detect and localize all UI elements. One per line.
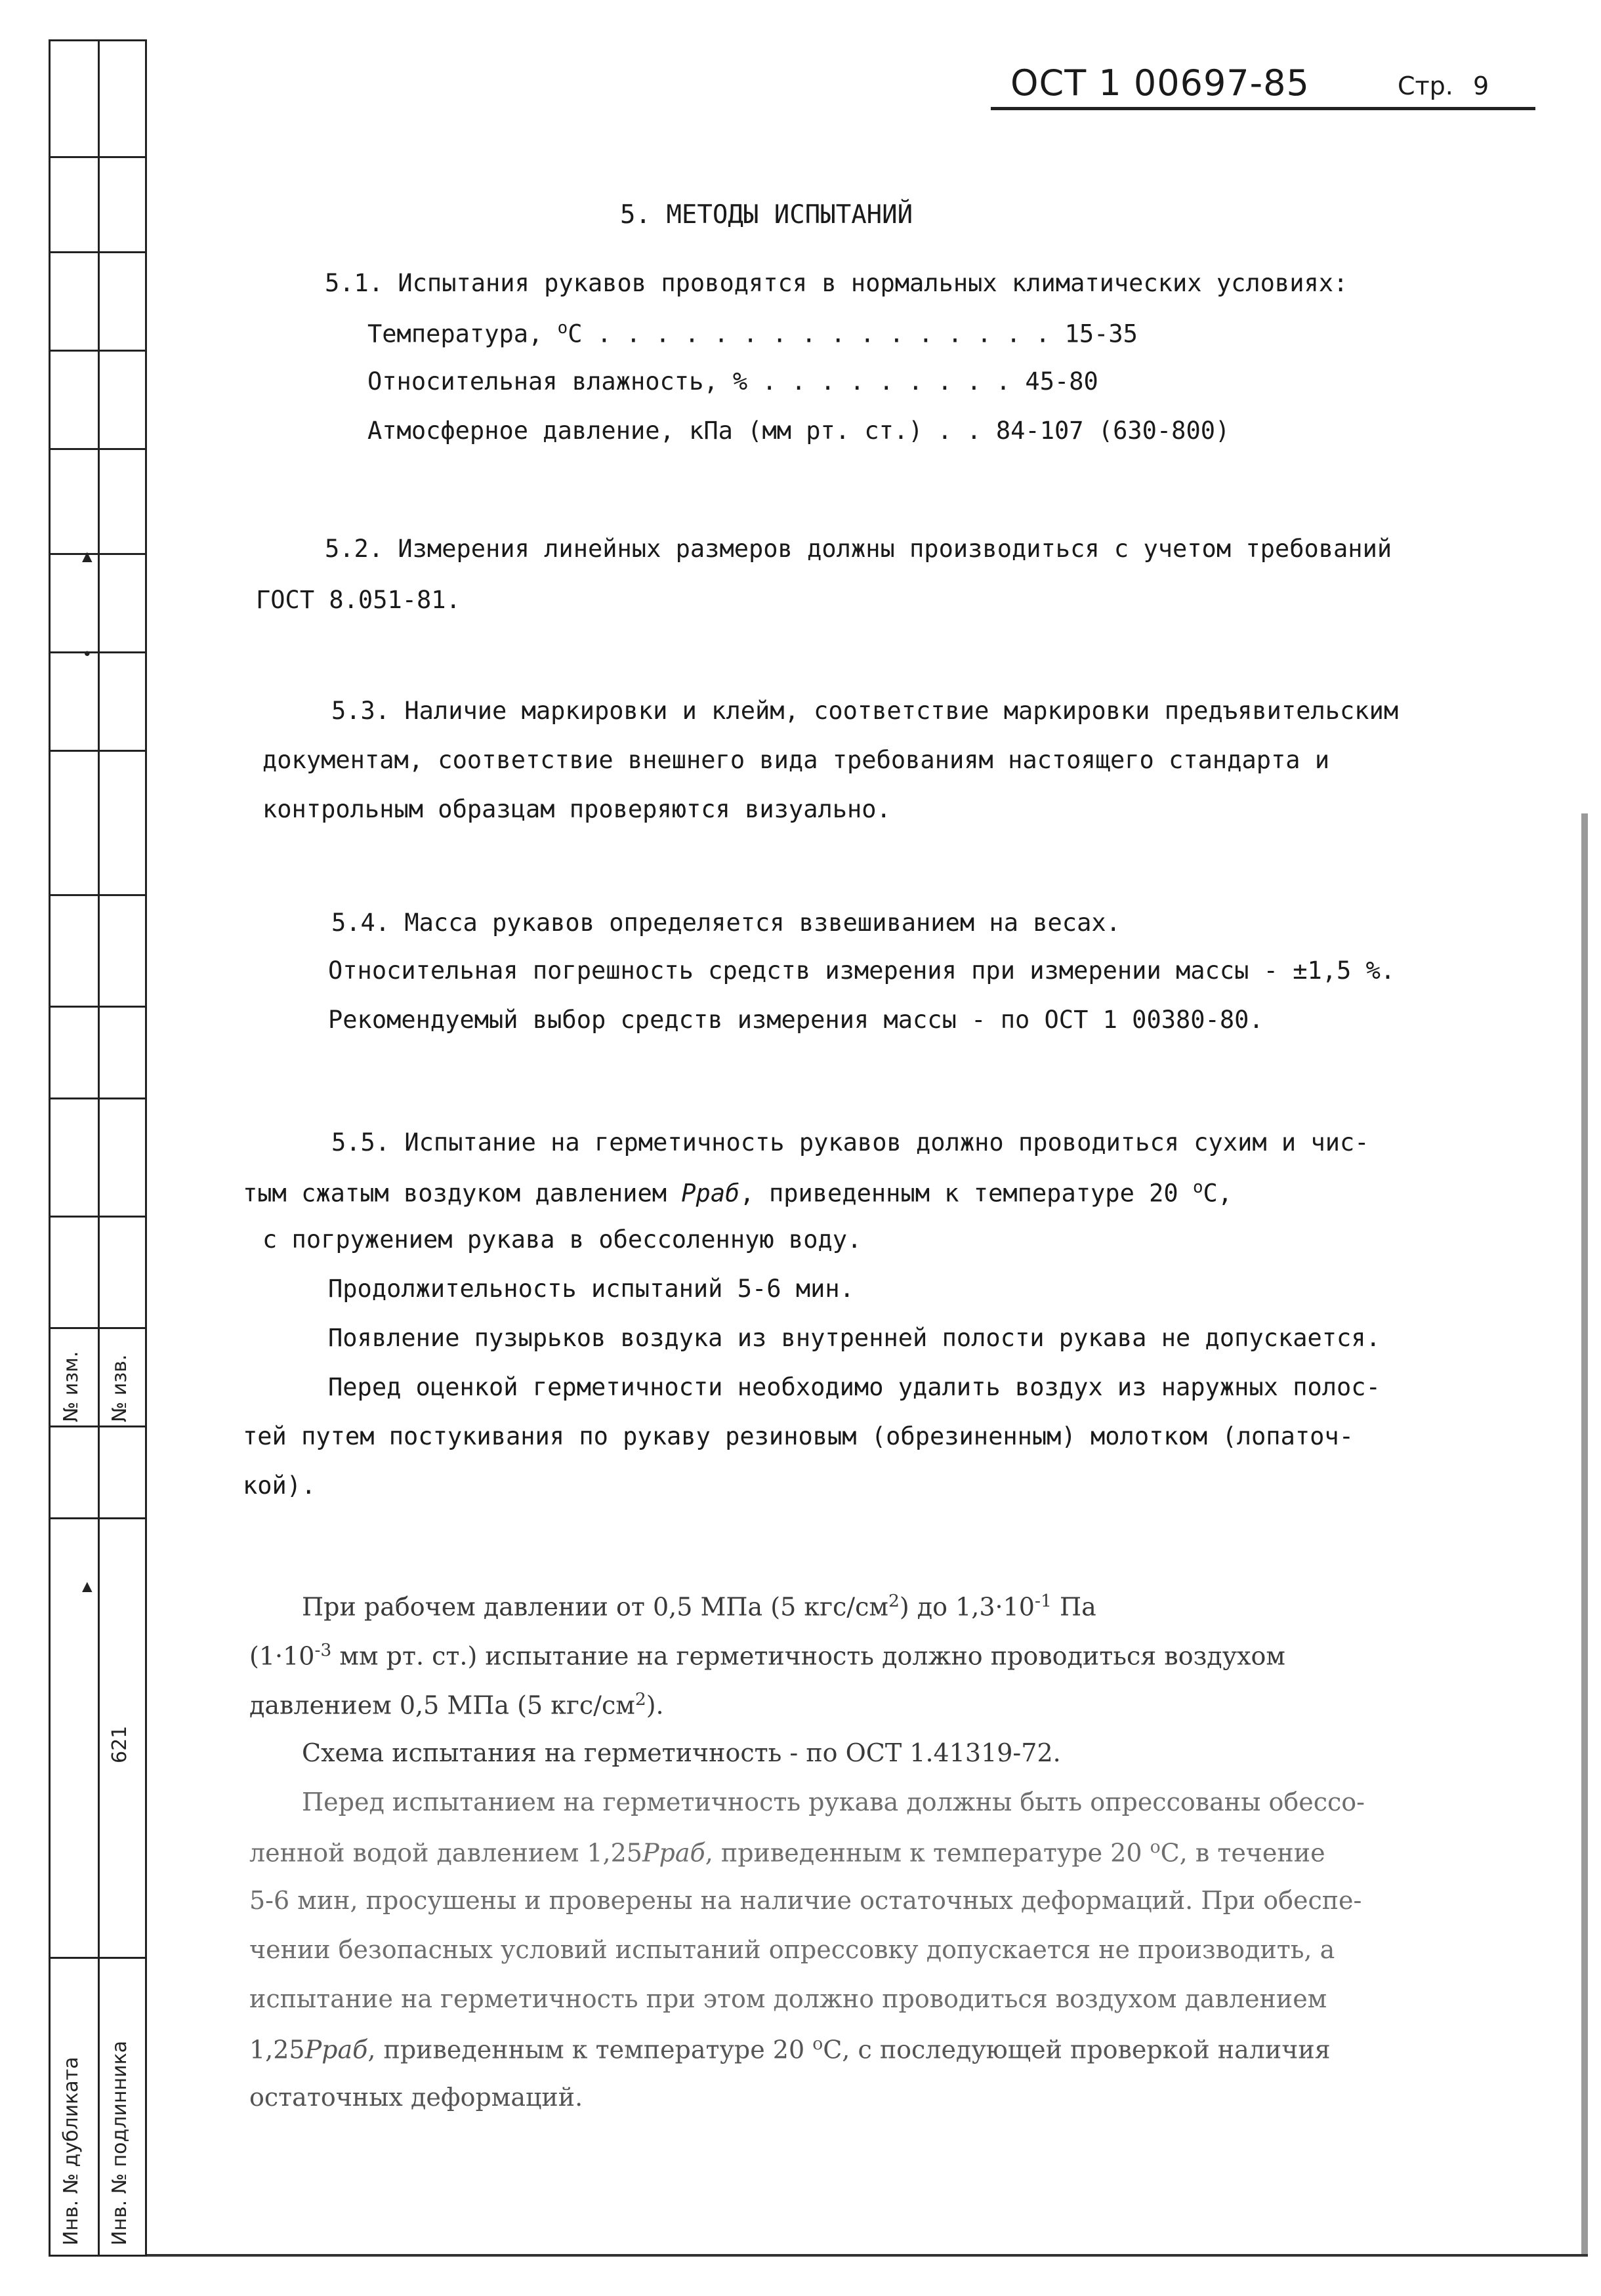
p51-pressure: Атмосферное давление, кПа (мм рт. ст.) . . 84-107 (630-800) [367,417,1230,445]
section-title: 5. МЕТОДЫ ИСПЫТАНИЙ [620,200,913,230]
vacuum-line4: Схема испытания на герметичность - по ОСТ 1.41319-72. [302,1738,1061,1767]
header-underline [991,107,1535,110]
degree-sign: o [1150,1837,1161,1857]
strip-rule [51,1425,145,1427]
press-line2 [249,1837,1325,1868]
p55-line7: тей путем постукивания по рукаву резиновым (обрезиненным) молотком (лопаточ- [243,1422,1354,1450]
doc-no-label: № изв. [108,1354,131,1422]
frame-right-edge [1581,813,1588,2257]
vacuum-line2 [249,1640,1285,1671]
p53-line3: контрольным образцам проверяются визуально. [262,795,891,823]
strip-rule [51,553,145,555]
p51-humidity: Относительная влажность, % . . . . . . . . . 45-80 [367,367,1098,396]
p54-line3: Рекомендуемый выбор средств измерения массы - по ОСТ 1 00380-80. [328,1006,1264,1034]
page-label: Стр. [1398,72,1453,100]
strip-rule [51,1006,145,1008]
duplicate-inv-label: Инв. № дубликата [60,2057,83,2245]
p55-line5: Появление пузырьков воздука из внутренней полости рукава не допускается. [328,1324,1381,1352]
press-line5: испытание на герметичность при этом должно проводиться воздухом давлением [249,1984,1327,2013]
p55-line3: с погружением рукава в обессоленную воду. [262,1225,862,1254]
press-line6 [249,2034,1331,2064]
p55-line2-a: тым сжатым воздуком давлением [243,1179,682,1208]
document-code: ОСТ 1 00697-85 [1010,62,1310,104]
strip-rule [51,651,145,653]
strip-rule [51,1517,145,1519]
original-inv-label: Инв. № подлинника [108,2040,131,2245]
p55-line4: Продолжительность испытаний 5-6 мин. [328,1275,854,1303]
degree-sign: o [557,318,568,338]
vacuum-line1-c: ) до 1,3·10 [899,1592,1035,1622]
p54-line2: Относительная погрешность средств измерения при измерении массы - ±1,5 %. [328,956,1396,985]
temp-label: Температура, [367,319,558,348]
vacuum-line3-b: 2 [634,1689,646,1710]
frame-bottom-edge [147,2254,1588,2257]
strip-rule [51,894,145,896]
p54-line1: 5.4. Масса рукавов определяется взвешиванием на весах. [331,909,1121,937]
degree-sign: o [812,2034,823,2054]
press-line2-c: , приведенным к температуре 20 [705,1838,1150,1868]
change-no-label: № изм. [60,1351,83,1422]
vacuum-line1 [302,1591,1096,1622]
p55-line6: Перед оценкой герметичности необходимо удалить воздух из наружных полос- [328,1373,1381,1401]
vacuum-line1-d: -1 [1034,1591,1052,1611]
press-line7: остаточных деформаций. [249,2083,583,2112]
vacuum-line1-a: При рабочем давлении от 0,5 МПа (5 кгс/см [302,1592,888,1622]
strip-mark: ▲ [82,1576,93,1596]
page-header [991,62,1535,115]
vacuum-line2-c: мм рт. ст.) испытание на герметичность должно проводиться воздухом [331,1641,1285,1671]
vacuum-line3-a: давлением 0,5 МПа (5 кгс/см [249,1691,635,1720]
vacuum-line1-b: 2 [888,1591,900,1611]
strip-rule [51,350,145,352]
p55-line1: 5.5. Испытание на герметичность рукавов должно проводиться сухим и чис- [331,1128,1369,1157]
strip-mark: • [82,645,93,665]
strip-rule [51,1327,145,1329]
p55-line2-c: , приведенным к температуре 20 [739,1179,1193,1208]
page-number-label [1398,72,1489,100]
strip-rule [51,251,145,253]
strip-rule [51,750,145,752]
strip-rule [51,448,145,450]
vacuum-line2-a: (1·10 [249,1641,315,1671]
press-line2-d: С, в течение [1160,1838,1325,1868]
strip-rule [51,1097,145,1099]
press-line6-d: С, с последующей проверкой наличия [823,2035,1331,2064]
vacuum-line2-b: -3 [314,1640,332,1660]
p55-line8: кой). [243,1471,316,1500]
p-rab-symbol: Pраб [304,2035,368,2064]
p51-intro: 5.1. Испытания рукавов проводятся в нормальных климатических условиях: [325,269,1348,297]
p52-line1: 5.2. Измерения линейных размеров должны производиться с учетом требований [325,535,1392,563]
p55-line2 [243,1178,1232,1207]
strip-divider [98,41,100,2255]
p-rab-symbol: Pраб [681,1179,740,1208]
p53-line2: документам, соответствие внешнего вида требованиям настоящего стандарта и [262,746,1330,774]
p52-line2: ГОСТ 8.051-81. [256,586,461,614]
temp-value: С . . . . . . . . . . . . . . . . 15-35 [568,319,1138,348]
p55-line2-d: С, [1203,1179,1233,1208]
press-line2-a: ленной водой давлением 1,25 [249,1838,642,1868]
inventory-number: 621 [108,1725,131,1763]
strip-rule [51,1957,145,1959]
press-line6-a: 1,25 [249,2035,305,2064]
vacuum-line3-c: ). [646,1691,664,1720]
page-number: 9 [1472,72,1489,100]
press-line4: чении безопасных условий испытаний опрессовку допускается не производить, а [249,1935,1335,1964]
vacuum-line1-e: Па [1051,1592,1096,1622]
p53-line1: 5.3. Наличие маркировки и клейм, соответствие маркировки предъявительским [331,697,1399,725]
stamp-strip [49,39,147,2257]
p-rab-symbol: Pраб [642,1838,705,1868]
degree-sign: o [1192,1178,1203,1197]
strip-mark: ▲ [82,546,93,566]
press-line6-c: , приведенным к температуре 20 [367,2035,813,2064]
p51-temperature [367,318,1138,348]
strip-rule [51,156,145,158]
press-line1: Перед испытанием на герметичность рукава должны быть опрессованы обессо- [302,1788,1365,1816]
press-line3: 5-6 мин, просушены и проверены на наличие остаточных деформаций. При обеспе- [249,1886,1362,1915]
vacuum-line3 [249,1689,664,1720]
strip-rule [51,1216,145,1218]
